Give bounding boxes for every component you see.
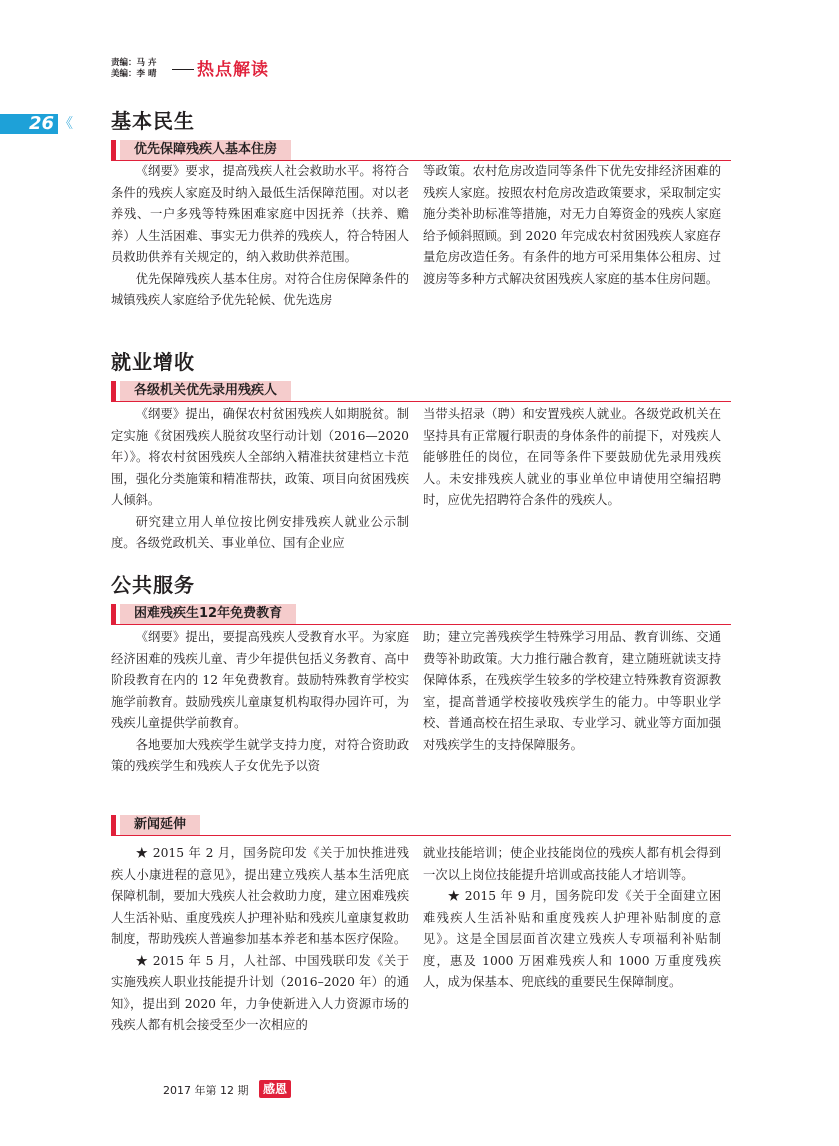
- right-column: [423, 404, 721, 512]
- subtitle-accent: [111, 381, 116, 401]
- news-item: ★ 2015 年 5 月，人社部、中国残联印发《关于实施残疾人职业技能提升计划（2016–2020 年）的通知》，提出到 2020 年，力争使新进入人力资源市场的残疾人都有机会接受至少一次相应的: [111, 953, 409, 1032]
- left-column: [111, 404, 409, 555]
- column-title-rule: [172, 69, 194, 70]
- subtitle-label: 新闻延伸: [120, 815, 200, 835]
- subtitle-accent: [111, 140, 116, 160]
- column-title-text: 热点解读: [197, 60, 269, 80]
- section-title: 基本民生: [111, 109, 195, 133]
- subtitle-bar: [111, 140, 731, 160]
- news-item: ★ 2015 年 9 月，国务院印发《关于全面建立困难残疾人生活补贴和重度残疾人护理补贴制度的意见》。这是全国层面首次建立残疾人专项福利补贴制度，惠及 1000 万困难残疾人和 1000 万重度残疾人，成为保基本、兜底线的重要民生保障制度。: [423, 889, 721, 989]
- page-number: 26: [28, 113, 54, 134]
- right-column: [423, 843, 721, 994]
- page-number-tab: [0, 114, 58, 134]
- subtitle-bar: [111, 815, 731, 835]
- subtitle-accent: [111, 815, 116, 835]
- subtitle-label: 各级机关优先录用残疾人: [120, 381, 291, 401]
- section-title: 就业增收: [111, 350, 195, 374]
- page-arrow-icon: 《: [59, 116, 73, 132]
- subtitle-rule: [111, 835, 731, 836]
- column-title: [172, 55, 472, 80]
- left-column: [111, 161, 409, 312]
- section-news-extension: [111, 815, 731, 1032]
- paragraph: 《纲要》要求，提高残疾人社会救助水平。将符合条件的残疾人家庭及时纳入最低生活保障范围。对以老养残、一户多残等特殊困难家庭中因抚养（扶养、赡养）人生活困难、事实无力供养的残疾人，符合特困人员救助供养有关规定的，纳入救助供养范围。: [111, 164, 409, 264]
- paragraph: 《纲要》提出，要提高残疾人受教育水平。为家庭经济困难的残疾儿童、青少年提供包括义务教育、高中阶段教育在内的 12 年免费教育。鼓励特殊教育学校实施学前教育。鼓励残疾儿童康复机构取得办园许可，为残疾儿童提供学前教育。: [111, 630, 409, 730]
- paragraph: 优先保障残疾人基本住房。对符合住房保障条件的城镇残疾人家庭给予优先轮候、优先选房: [111, 271, 409, 307]
- paragraph: 《纲要》提出，确保农村贫困残疾人如期脱贫。制定实施《贫困残疾人脱贫攻坚行动计划（2016—2020 年）》。将农村贫困残疾人全部纳入精准扶贫建档立卡范围，强化分类施策和精准帮扶，政策、项目向贫困残疾人倾斜。: [111, 407, 409, 507]
- editor-credits: [111, 58, 181, 80]
- paragraph: 研究建立用人单位按比例安排残疾人就业公示制度。各级党政机关、事业单位、国有企业应: [111, 514, 409, 550]
- left-column: [111, 627, 409, 778]
- subtitle-accent: [111, 604, 116, 624]
- magazine-logo: 感恩: [259, 1080, 291, 1098]
- section-public-services: [111, 572, 731, 773]
- paragraph: 就业技能培训；使企业技能岗位的残疾人都有机会得到一次以上岗位技能提升培训或高技能人才培训等。: [423, 846, 721, 882]
- paragraph: 各地要加大残疾学生就学支持力度，对符合资助政策的残疾学生和残疾人子女优先予以资: [111, 737, 409, 773]
- subtitle-label: 优先保障残疾人基本住房: [120, 140, 291, 160]
- news-item: ★ 2015 年 2 月，国务院印发《关于加快推进残疾人小康进程的意见》，提出建立残疾人基本生活兜底保障机制，要加大残疾人社会救助力度，建立困难残疾人生活补贴、重度残疾人护理补贴和残疾儿童康复救助制度，帮助残疾人普遍参加基本养老和基本医疗保险。: [111, 846, 409, 946]
- paragraph: 等政策。农村危房改造同等条件下优先安排经济困难的残疾人家庭。按照农村危房改造政策要求，采取制定实施分类补助标准等措施，对无力自筹资金的残疾人家庭给予倾斜照顾。到 2020 年完成农村贫困残疾人家庭存量危房改造任务。有条件的地方可采用集体公租房、过渡房等多种方式解决贫困残疾人家庭的基本住房问题。: [423, 164, 721, 286]
- paragraph: 当带头招录（聘）和安置残疾人就业。各级党政机关在坚持具有正常履行职责的身体条件的前提下，对残疾人能够胜任的岗位，在同等条件下要鼓励优先录用残疾人。未安排残疾人就业的事业单位申请使用空编招聘时，应优先招聘符合条件的残疾人。: [423, 407, 721, 507]
- issue-footer: 2017 年第 12 期: [163, 1084, 249, 1097]
- paragraph: 助；建立完善残疾学生特殊学习用品、教育训练、交通费等补助政策。大力推行融合教育，建立随班就读支持保障体系，在残疾学生较多的学校建立特殊教育资源教室，提高普通学校接收残疾学生的能力。中等职业学校、普通高校在招生录取、专业学习、就业等方面加强对残疾学生的支持保障服务。: [423, 630, 721, 752]
- subtitle-bar: [111, 381, 731, 401]
- subtitle-bar: [111, 604, 731, 624]
- right-column: [423, 627, 721, 756]
- editor-line: 责编：马 卉: [111, 58, 157, 68]
- designer-line: 美编：李 晴: [111, 69, 157, 79]
- subtitle-rule: [111, 624, 731, 625]
- section-basic-livelihood: [111, 108, 731, 307]
- right-column: [423, 161, 721, 290]
- subtitle-rule: [111, 401, 731, 402]
- left-column: [111, 843, 409, 1037]
- section-employment: [111, 349, 731, 550]
- section-title: 公共服务: [111, 573, 195, 597]
- subtitle-label: 困难残疾生12年免费教育: [120, 604, 296, 624]
